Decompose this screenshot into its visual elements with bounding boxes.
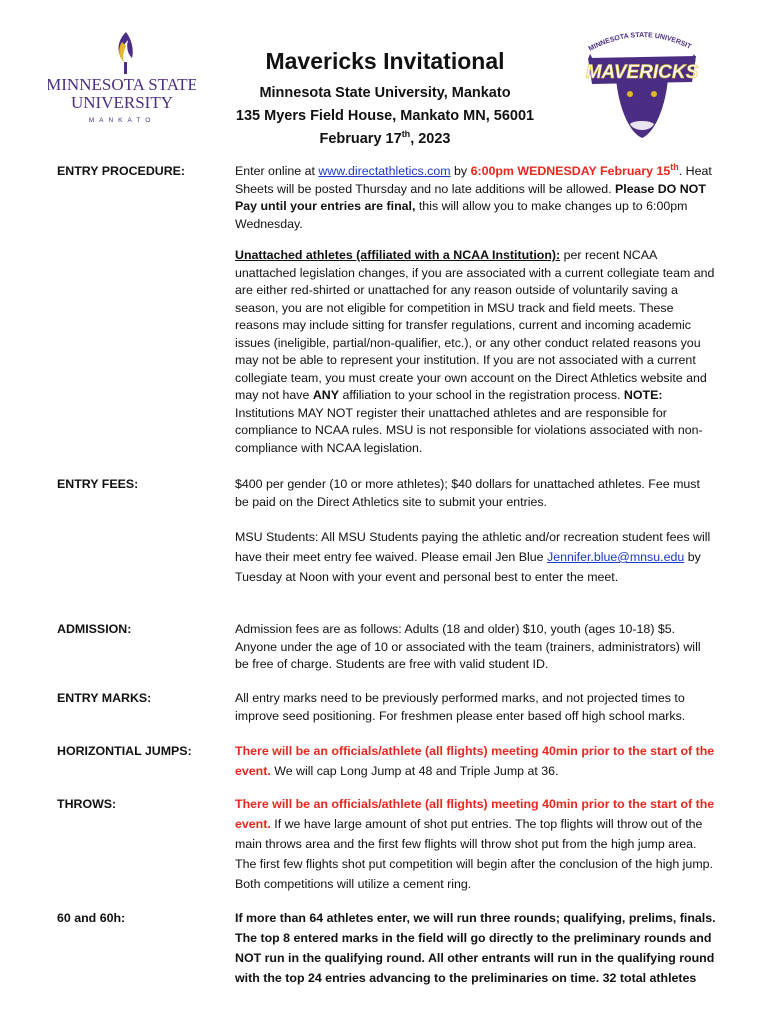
- section-label: 60 and 60h:: [57, 911, 126, 925]
- torch-flame-icon: [119, 32, 133, 74]
- svg-text:MINNESOTA STATE UNIVERSITY: [580, 24, 693, 53]
- section-body: All entry marks need to be previously performed marks, and not projected times to improve seed positioning. For freshmen please enter based off high school marks.: [235, 691, 686, 723]
- section-body: $400 per gender (10 or more athletes); $40 dollars for unattached athletes. Fee must be paid on the Direct Athletics site to submit your entries. MSU Students: All MSU Students paying the athletic and/or recreation student fees will have their meet entry fee waived. Please email Jen Blue Jennifer.blue@mnsu.edu by Tuesday at Noon with your event and personal best to enter the meet.: [235, 476, 717, 587]
- deadline-text: 6:00pm WEDNESDAY February 15th: [470, 161, 679, 178]
- section-body: Enter online at www.directathletics.com by 6:00pm WEDNESDAY February 15th. Heat Sheets will be posted Thursday and no late additions will be allowed. Please DO NOT Pay until your entries are final, this will allow you to make changes up to 6:00pm Wednesday. Unattached athletes (affiliated with a NCAA Institution): per recent NCAA unattached legislation changes, if you are associated with a current collegiate team and are either red-shirted or unattached for any reason outside of voluntarily saving a season, you are not eligible for competition in MSU track and field meets. These reasons may include sitting for transfer regulations, current and incoming academic issues (ineligible, partial/non-qualifier, etc.), or any other conduct related reasons you may not be able to represent your institution. If you are not associated with a current collegiate team, you must create your own account on the Direct Athletics website and may not have ANY affiliation to your school in the registration process. NOTE: Institutions MAY NOT register their unattached athletes and are responsible for compliance to NCAA rules. MSU is not responsible for violations associated with non-compliance with NCAA legislation.: [235, 161, 715, 455]
- section-body: If more than 64 athletes enter, we will run three rounds; qualifying, prelims, finals. The top 8 entered marks in the field will go directly to the preliminary rounds and NOT run in the qualifying round. All other entrants will run in the qualifying round with the top 24 entries advancing to the preliminaries on time. 32 total athletes: [235, 911, 716, 985]
- page-title: Mavericks Invitational: [265, 48, 505, 74]
- section-label: HORIZONTIAL JUMPS:: [57, 744, 192, 758]
- section-label: ENTRY FEES:: [57, 477, 139, 491]
- fees-text: $400 per gender (10 or more athletes); $40 dollars for unattached athletes. Fee must be paid on the Direct Athletics site to submit your entries.: [235, 477, 700, 509]
- section-body: Admission fees are as follows: Adults (18 and older) $10, youth (ages 10-18) $5. Anyone under the age of 10 or associated with the team (trainers, administrators) will be free of charge. Students are free with valid student ID.: [235, 622, 701, 671]
- msu-mankato-logo: [48, 28, 196, 128]
- logo-line-2: UNIVERSITY: [71, 93, 173, 112]
- section-label: ENTRY PROCEDURE:: [57, 164, 186, 178]
- logo-line-3: MANKATO: [88, 117, 156, 124]
- mavericks-logo: [580, 24, 704, 144]
- section-body: There will be an officials/athlete (all flights) meeting 40min prior to the start of the event. If we have large amount of shot put entries. The top flights will throw out of the main throws area and the first few flights will throw shot put from the high jump area. The first few flights shot put competition will begin after the conclusion of the high jump. Both competitions will utilize a cement ring.: [235, 797, 715, 891]
- university-name: Minnesota State University, Mankato: [259, 85, 511, 101]
- venue-address: 135 Myers Field House, Mankato MN, 56001: [235, 108, 535, 124]
- section-label: ENTRY MARKS:: [57, 691, 152, 705]
- document-header: [200, 48, 570, 151]
- section-body: There will be an officials/athlete (all flights) meeting 40min prior to the start of the event. We will cap Long Jump at 48 and Triple Jump at 36.: [235, 744, 715, 778]
- directathletics-link[interactable]: www.directathletics.com: [318, 164, 451, 178]
- logo-wordmark: MAVERICKS: [585, 62, 699, 83]
- section-label: THROWS:: [57, 797, 117, 811]
- logo-arc-text: MINNESOTA STATE UNIVERSIT: [587, 31, 693, 53]
- section-label: ADMISSION:: [57, 622, 132, 636]
- email-link[interactable]: Jennifer.blue@mnsu.edu: [547, 550, 685, 564]
- unattached-heading: Unattached athletes (affiliated with a NCAA Institution):: [235, 248, 561, 262]
- logo-line-1: MINNESOTA STATE: [48, 75, 196, 94]
- meet-date: February 17th, 2023: [319, 129, 451, 147]
